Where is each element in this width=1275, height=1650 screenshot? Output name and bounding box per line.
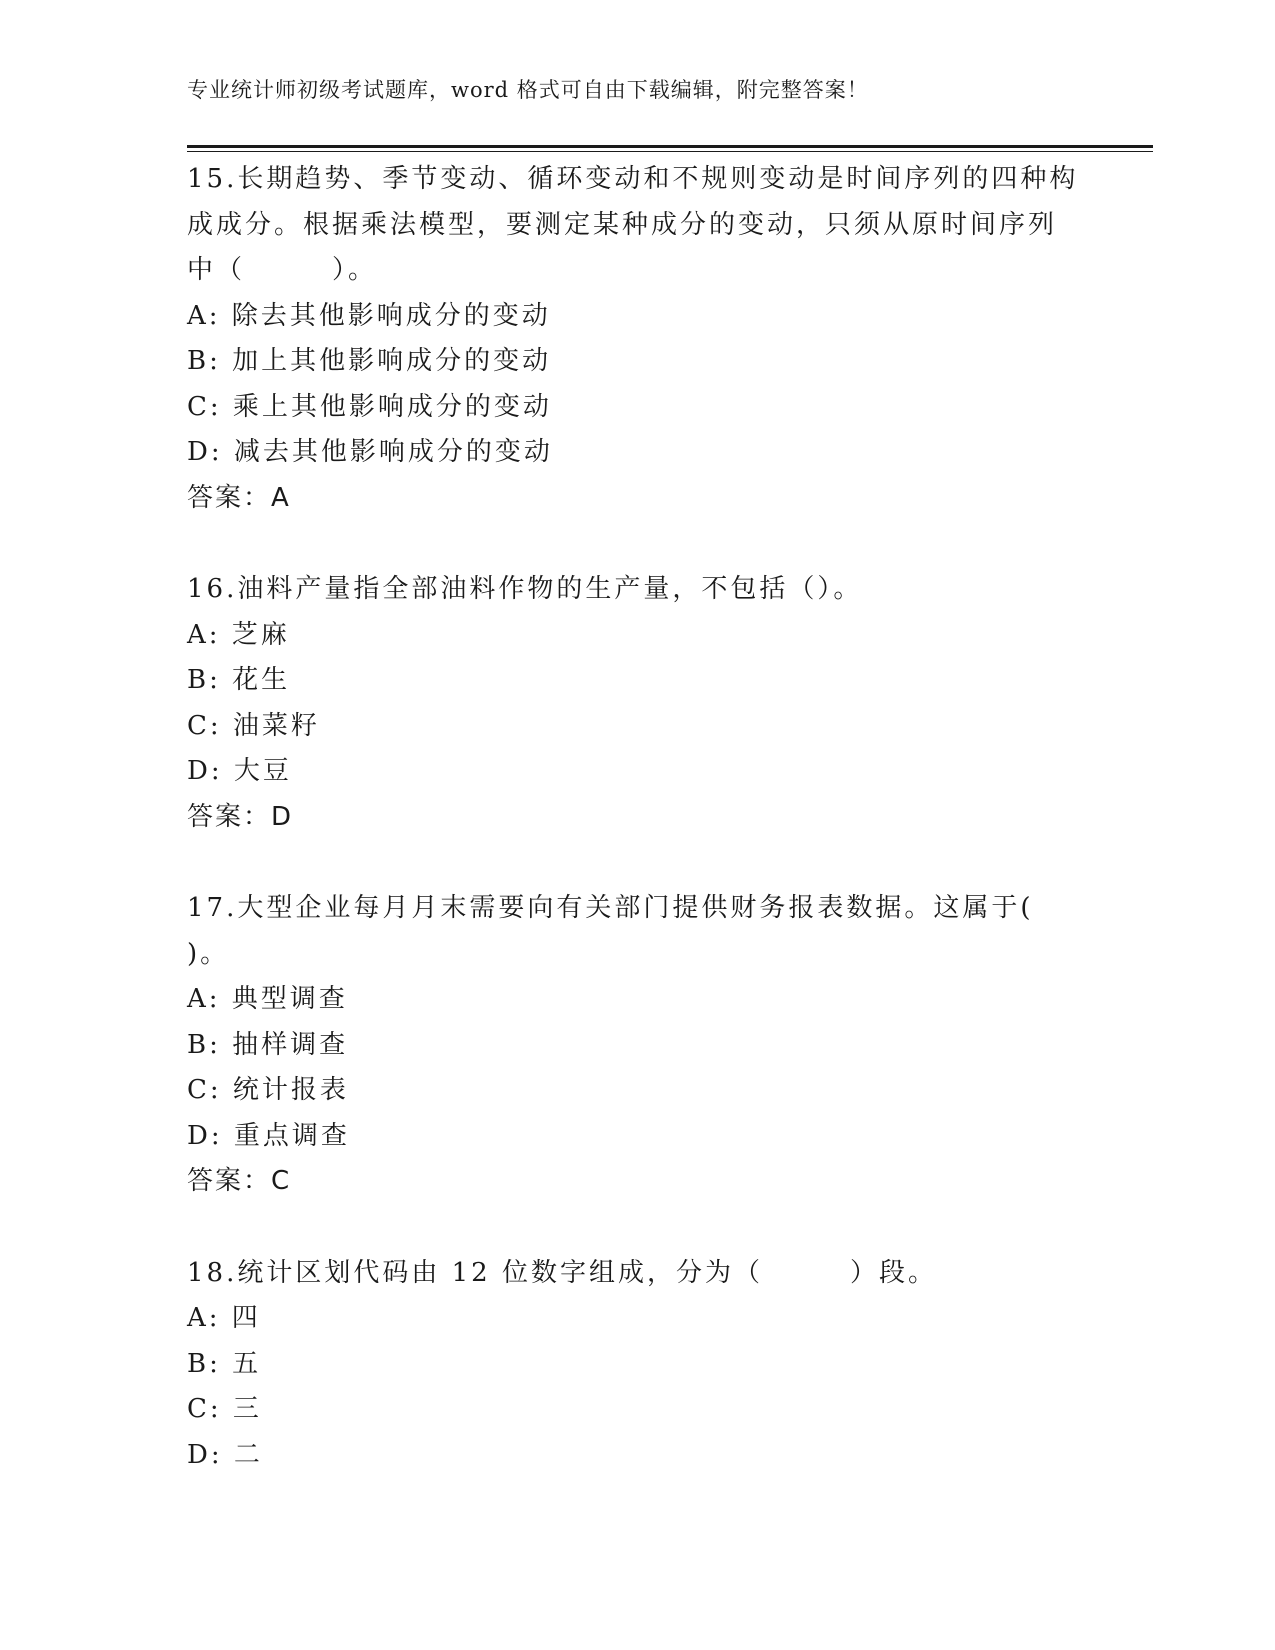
option-b: B: 五 xyxy=(187,1348,262,1379)
option-c: C: 乘上其他影响成分的变动 xyxy=(187,391,552,422)
option-a: A: 四 xyxy=(187,1303,261,1333)
answer-label: 答案：C xyxy=(187,1166,292,1196)
option-c: C: 统计报表 xyxy=(187,1075,349,1105)
page-header: 专业统计师初级考试题库，word 格式可自由下载编辑，附完整答案！ xyxy=(187,78,869,102)
option-d: D: 大豆 xyxy=(187,756,292,786)
option-a: A: 芝麻 xyxy=(187,619,290,650)
question-16 xyxy=(187,567,1087,840)
question-18 xyxy=(187,1251,1087,1479)
question-15 xyxy=(187,157,1087,521)
option-b: B: 花生 xyxy=(187,665,291,695)
answer-label: 答案：D xyxy=(187,801,294,832)
question-stem-line: 18.统计区划代码由 12 位数字组成，分为（ ）段。 xyxy=(187,1257,937,1288)
question-stem-line: )。 xyxy=(187,938,230,969)
question-list xyxy=(187,157,1087,1524)
question-17 xyxy=(187,886,1087,1205)
question-stem-line: 16.油料产量指全部油料作物的生产量，不包括（）。 xyxy=(187,574,863,604)
question-stem-line: 成成分。根据乘法模型，要测定某种成分的变动，只须从原时间序列 xyxy=(187,209,1058,240)
option-c: C: 油菜籽 xyxy=(187,710,320,741)
answer-label: 答案：A xyxy=(187,482,291,513)
header-rule-thick xyxy=(187,145,1153,148)
question-stem-line: 中（ ）。 xyxy=(187,255,378,285)
question-stem-line: 15.长期趋势、季节变动、循环变动和不规则变动是时间序列的四种构 xyxy=(187,164,1079,194)
option-a: A: 除去其他影响成分的变动 xyxy=(187,300,551,331)
option-d: D: 重点调查 xyxy=(187,1120,350,1151)
header-rule-thin xyxy=(187,151,1153,152)
question-stem-line: 17.大型企业每月月末需要向有关部门提供财务报表数据。这属于( xyxy=(187,893,1034,923)
option-b: B: 抽样调查 xyxy=(187,1029,349,1060)
option-a: A: 典型调查 xyxy=(187,984,348,1014)
option-d: D: 减去其他影响成分的变动 xyxy=(187,437,553,467)
option-c: C: 三 xyxy=(187,1394,262,1424)
option-d: D: 二 xyxy=(187,1439,263,1470)
option-b: B: 加上其他影响成分的变动 xyxy=(187,346,552,376)
